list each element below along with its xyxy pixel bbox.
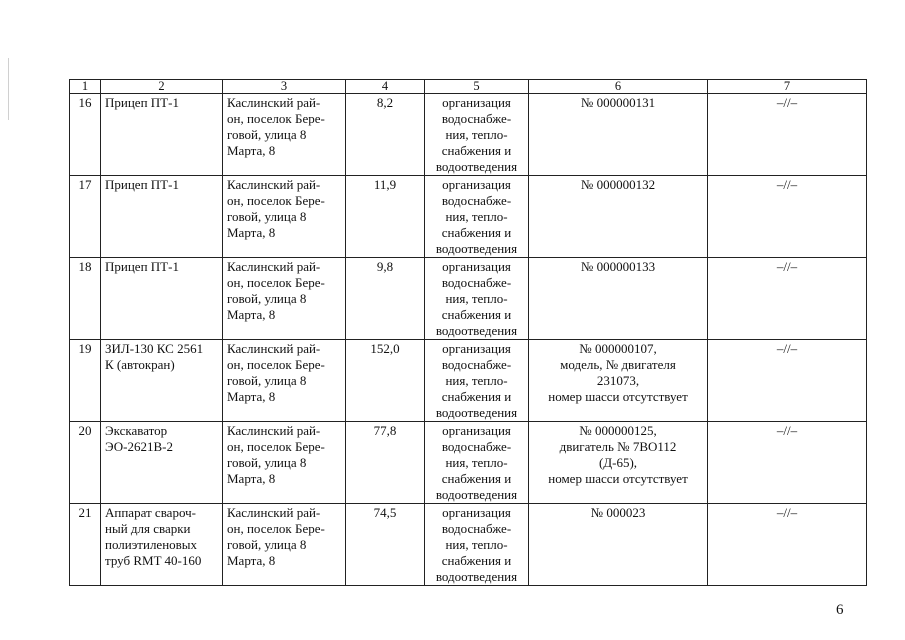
note-cell: –//– (708, 258, 867, 340)
note-cell: –//– (708, 504, 867, 586)
address-cell: Каслинский рай- он, поселок Бере- говой, улица 8 Марта, 8 (223, 504, 346, 586)
inventory-id-cell: № 000000125, двигатель № 7ВО112 (Д-65), номер шасси отсутствует (529, 422, 708, 504)
value-cell: 8,2 (346, 94, 425, 176)
address-cell: Каслинский рай- он, поселок Бере- говой, улица 8 Марта, 8 (223, 258, 346, 340)
item-name-cell: ЗИЛ-130 КС 2561 К (автокран) (101, 340, 223, 422)
inventory-id-cell: № 000000132 (529, 176, 708, 258)
note-cell: –//– (708, 422, 867, 504)
row-number-cell: 18 (70, 258, 101, 340)
note-cell: –//– (708, 340, 867, 422)
value-cell: 152,0 (346, 340, 425, 422)
note-cell: –//– (708, 176, 867, 258)
item-name-cell: Экскаватор ЭО-2621В-2 (101, 422, 223, 504)
header-cell-3: 3 (223, 80, 346, 94)
address-cell: Каслинский рай- он, поселок Бере- говой, улица 8 Марта, 8 (223, 422, 346, 504)
table-row (70, 258, 867, 340)
item-name-cell: Прицеп ПТ-1 (101, 176, 223, 258)
inventory-id-cell: № 000000131 (529, 94, 708, 176)
header-cell-1: 1 (70, 80, 101, 94)
header-cell-2: 2 (101, 80, 223, 94)
inventory-id-cell: № 000023 (529, 504, 708, 586)
row-number-cell: 20 (70, 422, 101, 504)
page-number: 6 (836, 602, 844, 618)
scan-edge-mark (8, 58, 9, 120)
header-cell-7: 7 (708, 80, 867, 94)
row-number-cell: 17 (70, 176, 101, 258)
table-row (70, 504, 867, 586)
organization-cell: организация водоснабже- ния, тепло- снабжения и водоотведения (425, 340, 529, 422)
organization-cell: организация водоснабже- ния, тепло- снабжения и водоотведения (425, 94, 529, 176)
item-name-cell: Аппарат свароч- ный для сварки полиэтиленовых труб RMT 40-160 (101, 504, 223, 586)
inventory-id-cell: № 000000133 (529, 258, 708, 340)
address-cell: Каслинский рай- он, поселок Бере- говой, улица 8 Марта, 8 (223, 176, 346, 258)
header-cell-6: 6 (529, 80, 708, 94)
inventory-id-cell: № 000000107, модель, № двигателя 231073, номер шасси отсутствует (529, 340, 708, 422)
table-row (70, 340, 867, 422)
organization-cell: организация водоснабже- ния, тепло- снабжения и водоотведения (425, 258, 529, 340)
value-cell: 74,5 (346, 504, 425, 586)
row-number-cell: 21 (70, 504, 101, 586)
item-name-cell: Прицеп ПТ-1 (101, 258, 223, 340)
organization-cell: организация водоснабже- ния, тепло- снабжения и водоотведения (425, 422, 529, 504)
table-row (70, 176, 867, 258)
header-row (70, 80, 867, 94)
header-cell-4: 4 (346, 80, 425, 94)
item-name-cell: Прицеп ПТ-1 (101, 94, 223, 176)
header-cell-5: 5 (425, 80, 529, 94)
row-number-cell: 19 (70, 340, 101, 422)
note-cell: –//– (708, 94, 867, 176)
row-number-cell: 16 (70, 94, 101, 176)
value-cell: 77,8 (346, 422, 425, 504)
value-cell: 9,8 (346, 258, 425, 340)
property-table (69, 79, 867, 586)
table-row (70, 94, 867, 176)
table-row (70, 422, 867, 504)
value-cell: 11,9 (346, 176, 425, 258)
organization-cell: организация водоснабже- ния, тепло- снабжения и водоотведения (425, 504, 529, 586)
organization-cell: организация водоснабже- ния, тепло- снабжения и водоотведения (425, 176, 529, 258)
address-cell: Каслинский рай- он, поселок Бере- говой, улица 8 Марта, 8 (223, 340, 346, 422)
address-cell: Каслинский рай- он, поселок Бере- говой, улица 8 Марта, 8 (223, 94, 346, 176)
